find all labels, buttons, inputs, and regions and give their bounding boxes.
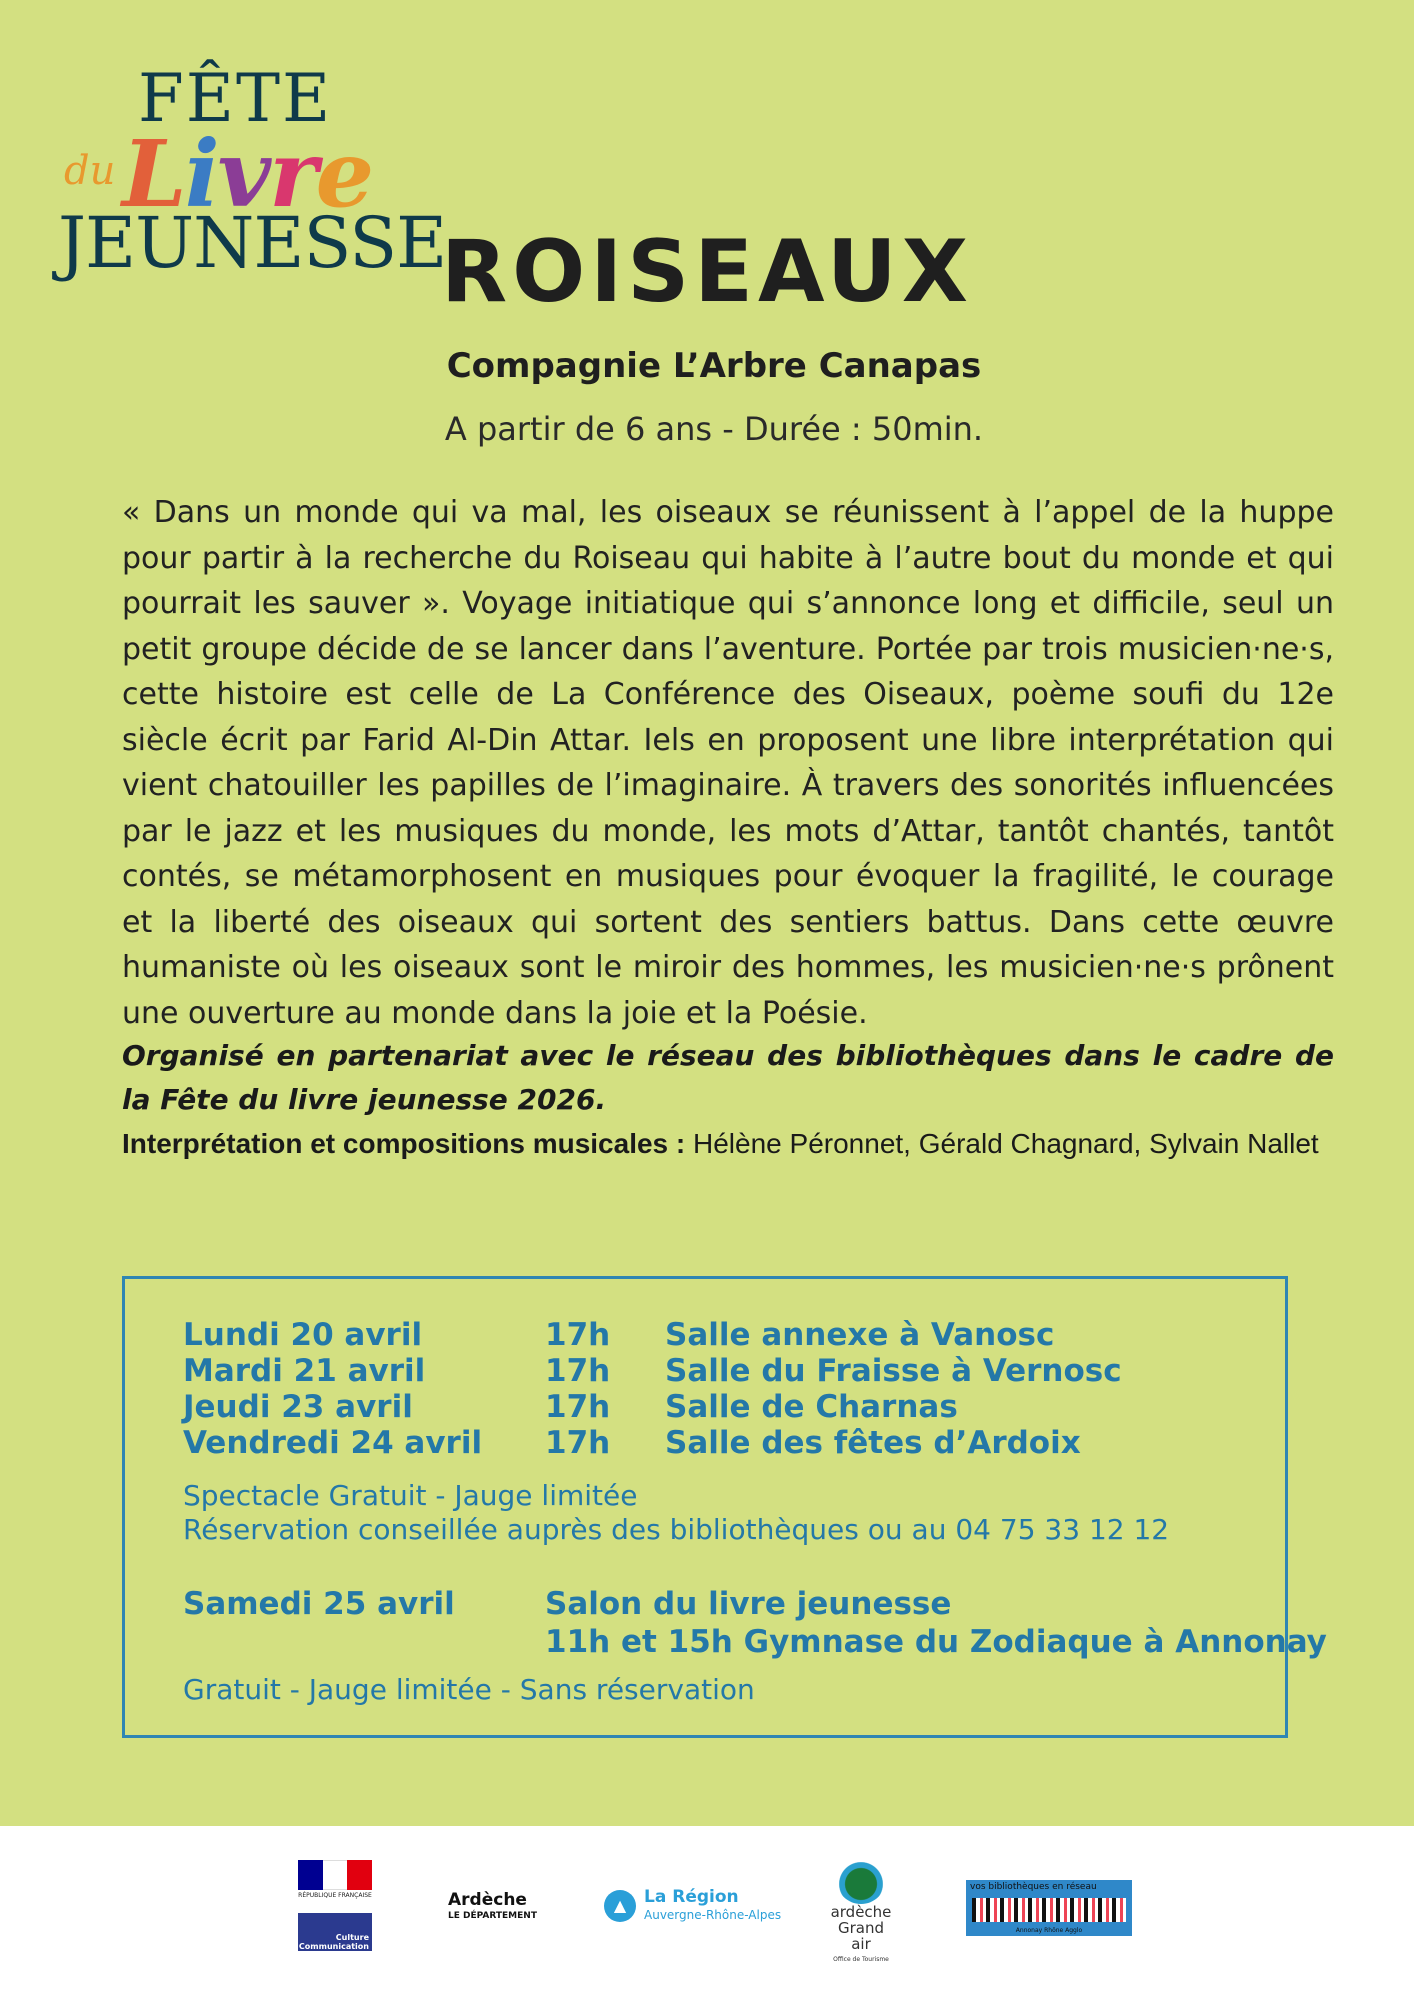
biblio-bottom: Annonay Rhône Agglo [1015, 1927, 1083, 1934]
booking-info [183, 1479, 1169, 1547]
schedule-date: Jeudi 23 avril [183, 1389, 413, 1425]
logo-letter: e [315, 120, 373, 228]
flag-icon [298, 1860, 372, 1890]
flag-blue [298, 1860, 323, 1890]
republique-logo [298, 1860, 372, 1951]
region-sub: Auvergne-Rhône-Alpes [644, 1908, 782, 1922]
company-name: Compagnie L’Arbre Canapas [446, 346, 982, 386]
region-name: La Région [644, 1887, 739, 1907]
republique-caption: RÉPUBLIQUE FRANÇAISE [298, 1892, 372, 1899]
salon-times: 11h et 15h Gymnase du Zodiaque à Annonay [545, 1624, 1327, 1660]
logo-letter: r [269, 120, 316, 228]
schedule-place: Salle annexe à Vanosc [665, 1317, 1055, 1353]
ardeche-sub: LE DÉPARTEMENT [448, 1911, 537, 1921]
description: « Dans un monde qui va mal, les oiseaux se réunissent à l’appel de la huppe pour partir à la recherche du Roiseau qui habite à l’autre bout du monde et qui pourrait les sauver ». Voyage initiatique qui s’annonce long et difficile, seul un petit groupe décide de se lancer dans l’aventure. Portée par trois musicien·ne·s, cette histoire est celle de La Conférence des Oiseaux, poème soufi du 12e siècle écrit par Farid Al-Din Attar. Iels en proposent une libre interprétation qui vient chatouiller les papilles de l’imaginaire. À travers des sonorités influencées par le jazz et les musiques du monde, les mots d’Attar, tantôt chantés, tantôt contés, se métamorphosent en musiques pour évoquer la fragilité, le courage et la liberté des oiseaux qui sortent des sentiers battus. Dans cette œuvre humaniste où les oiseaux sont le miroir des hommes, les musicien·ne·s prônent une ouverture au monde dans la joie et la Poésie. [122, 495, 1334, 1031]
schedule-time: 17h [545, 1317, 611, 1353]
flag-white [323, 1860, 348, 1890]
show-title: ROISEAUX [440, 222, 974, 322]
logo-line-jeunesse: JEUNESSE [58, 202, 447, 284]
partner-footer [0, 1826, 1414, 2000]
credits-label: Interprétation et compositions musicales : [122, 1128, 686, 1159]
logo-du: du [64, 148, 116, 194]
biblio-top: vos bibliothèques en réseau [970, 1882, 1097, 1892]
schedule-time: 17h [545, 1425, 611, 1461]
region-icon: ▲ [604, 1890, 636, 1922]
free-note: Gratuit - Jauge limitée - Sans réservation [183, 1673, 755, 1706]
biblio-network-logo [966, 1880, 1132, 1936]
logo-letter: v [217, 120, 270, 228]
region-logo [604, 1888, 781, 1924]
grandair-logo [826, 1854, 896, 1968]
schedule-place: Salle du Fraisse à Vernosc [665, 1353, 1122, 1389]
schedule-place: Salle de Charnas [665, 1389, 958, 1425]
grandair-sub: Office de Tourisme [833, 1956, 889, 1963]
info-free: Spectacle Gratuit - Jauge limitée [183, 1479, 638, 1512]
schedule-time: 17h [545, 1353, 611, 1389]
info-reservation: Réservation conseillée auprès des bibliothèques ou au 04 75 33 12 12 [183, 1513, 1170, 1546]
age-duration: A partir de 6 ans - Durée : 50min. [444, 410, 984, 448]
schedule-place: Salle des fêtes d’Ardoix [665, 1425, 1081, 1461]
schedule-time: 17h [545, 1389, 611, 1425]
books-icon [972, 1898, 1126, 1922]
salon-title: Salon du livre jeunesse [545, 1586, 952, 1622]
ardeche-logo [448, 1892, 537, 1924]
title-block [0, 222, 1414, 322]
logo-letter: L [122, 120, 185, 228]
credits [122, 1124, 1334, 1164]
culture-logo: Culture Communication [298, 1913, 372, 1951]
credits-names: Hélène Péronnet, Gérald Chagnard, Sylvain Nallet [693, 1128, 1319, 1159]
schedule-box [122, 1276, 1327, 1738]
salon-date: Samedi 25 avril [183, 1586, 455, 1622]
schedule-date: Mardi 21 avril [183, 1353, 426, 1389]
logo-letter: i [184, 120, 218, 228]
ardeche-name: Ardèche [448, 1890, 527, 1910]
flag-red [347, 1860, 372, 1890]
grandair-name: ardèche Grand air [830, 1903, 892, 1953]
schedule-date: Lundi 20 avril [183, 1317, 423, 1353]
drop-icon [836, 1854, 886, 1904]
partnership-note: Organisé en partenariat avec le réseau des bibliothèques dans le cadre de la Fête du livre jeunesse 2026. [122, 1039, 1334, 1116]
schedule-date: Vendredi 24 avril [183, 1425, 483, 1461]
logo-line-fete: FÊTE [138, 60, 333, 137]
